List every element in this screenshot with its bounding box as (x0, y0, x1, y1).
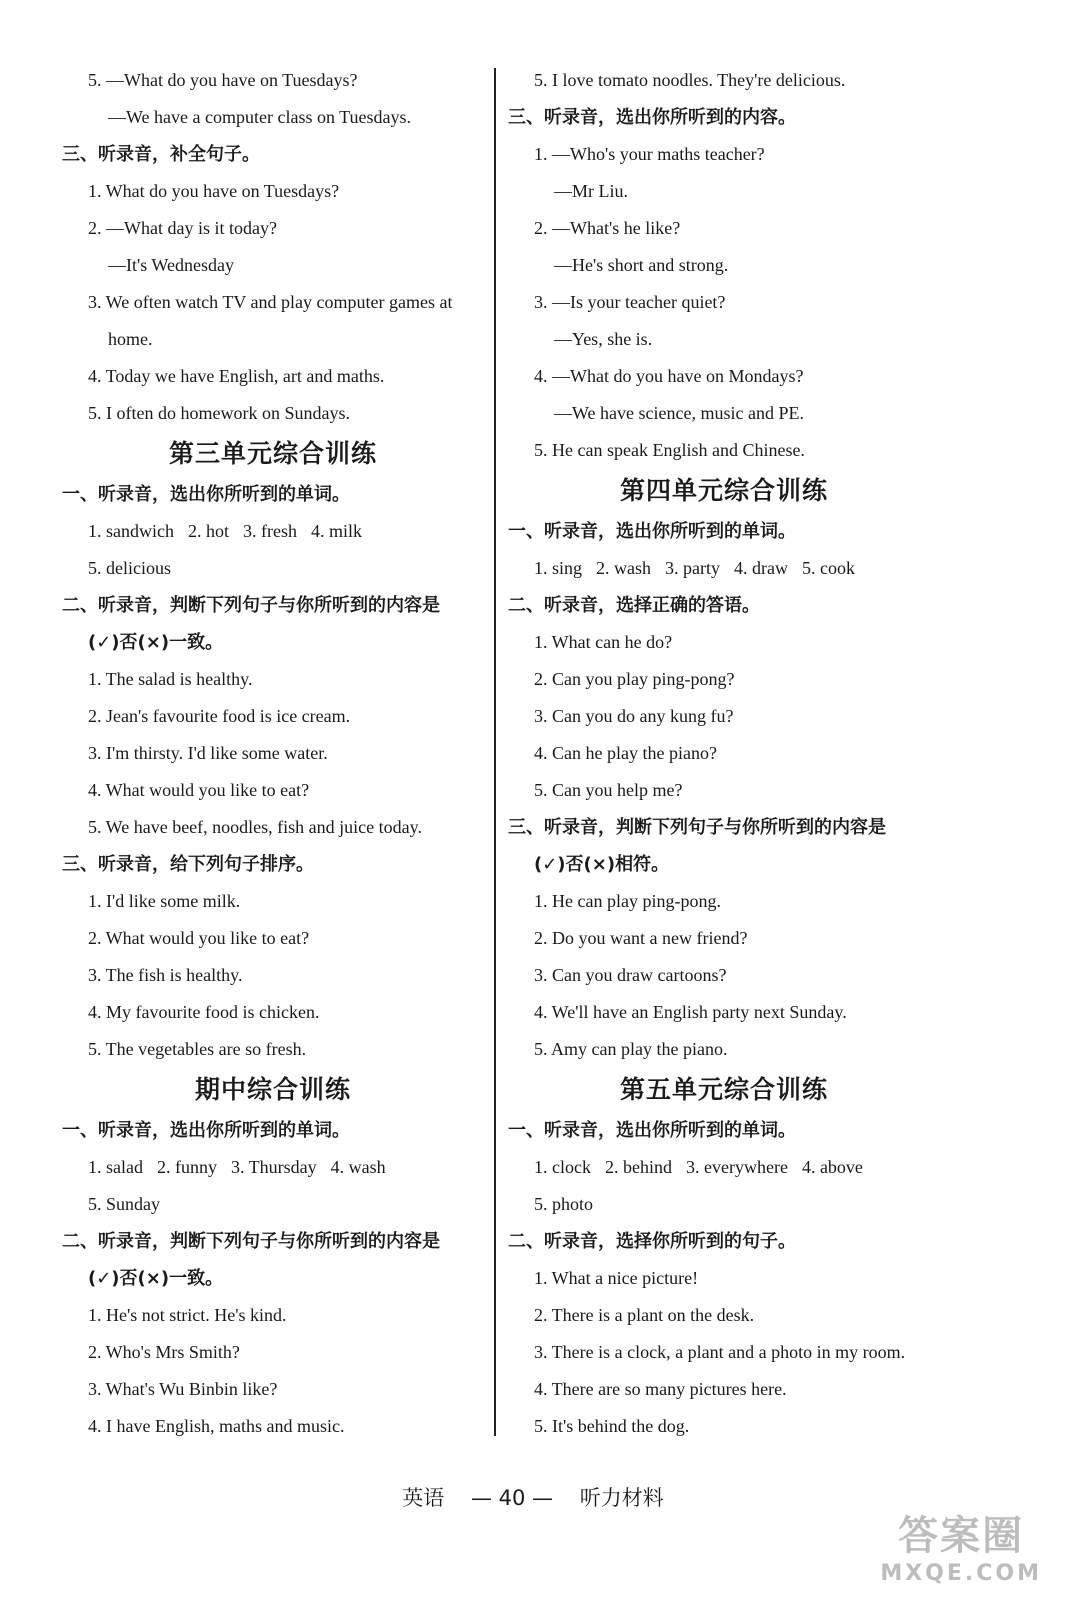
list-item: 4. Today we have English, art and maths. (88, 366, 385, 386)
list-item: 4. What would you like to eat? (88, 780, 310, 800)
list-item: 2. —What's he like? (534, 218, 681, 238)
list-item: 3. We often watch TV and play computer games at (88, 292, 453, 312)
word-item: 4. wash (330, 1157, 386, 1177)
dialogue-line: —We have science, music and PE. (554, 403, 804, 423)
left-column (58, 62, 488, 1445)
question-heading: (✓)否(×)一致。 (88, 632, 224, 653)
list-item: 1. I'd like some milk. (88, 891, 241, 911)
word-list (58, 1149, 488, 1186)
question-heading: (✓)否(×)一致。 (88, 1268, 224, 1289)
list-item: 5. The vegetables are so fresh. (88, 1039, 307, 1059)
question-heading: 二、听录音，判断下列句子与你所听到的内容是 (62, 1231, 440, 1252)
list-item: 3. Can you draw cartoons? (534, 965, 727, 985)
word-item: 4. milk (310, 521, 362, 541)
list-item: 5. Can you help me? (534, 780, 683, 800)
footer-label: 听力材料 (579, 1486, 664, 1510)
list-item: 1. What do you have on Tuesdays? (88, 181, 340, 201)
list-item: 2. Do you want a new friend? (534, 928, 748, 948)
word-item: 3. party (665, 558, 720, 578)
list-item: 3. I'm thirsty. I'd like some water. (88, 743, 328, 763)
dialogue-line: —It's Wednesday (108, 255, 234, 275)
list-item: 2. Can you play ping-pong? (534, 669, 735, 689)
word-item: 4. above (801, 1157, 863, 1177)
word-item: 1. sing (534, 558, 583, 578)
word-item: 2. funny (156, 1157, 217, 1177)
dialogue-line: —Yes, she is. (554, 329, 653, 349)
list-item: 2. Jean's favourite food is ice cream. (88, 706, 351, 726)
list-item: 1. What a nice picture! (534, 1268, 699, 1288)
list-item: 1. He's not strict. He's kind. (88, 1305, 287, 1325)
question-heading: 三、听录音，判断下列句子与你所听到的内容是 (508, 817, 886, 838)
list-item: 2. What would you like to eat? (88, 928, 310, 948)
list-item: 3. —Is your teacher quiet? (534, 292, 726, 312)
list-item: 5. photo (534, 1194, 594, 1214)
dialogue-line: —We have a computer class on Tuesdays. (108, 107, 411, 127)
list-item: 3. Can you do any kung fu? (534, 706, 734, 726)
word-item: 1. salad (88, 1157, 143, 1177)
word-list (504, 550, 944, 587)
dialogue-line: —Mr Liu. (554, 181, 628, 201)
watermark-glyphs: 答案圈 (898, 1513, 1025, 1559)
list-item: 5. Sunday (88, 1194, 160, 1214)
list-item: 5. —What do you have on Tuesdays? (88, 70, 358, 90)
list-item: 1. He can play ping-pong. (534, 891, 721, 911)
list-item: 5. I love tomato noodles. They're delicious. (534, 70, 846, 90)
list-item: 4. We'll have an English party next Sunday. (534, 1002, 847, 1022)
word-list (58, 513, 488, 550)
list-item: 2. —What day is it today? (88, 218, 277, 238)
dialogue-line: —He's short and strong. (554, 255, 729, 275)
question-heading: 二、听录音，选择你所听到的句子。 (508, 1231, 796, 1252)
question-heading: 二、听录音，判断下列句子与你所听到的内容是 (62, 595, 440, 616)
footer-page-number: — 40 — (470, 1486, 554, 1510)
question-heading: 二、听录音，选择正确的答语。 (508, 595, 760, 616)
section-title: 第五单元综合训练 (619, 1075, 828, 1104)
list-item: 4. —What do you have on Mondays? (534, 366, 804, 386)
question-heading: 一、听录音，选出你所听到的单词。 (62, 484, 350, 505)
list-item: 5. It's behind the dog. (534, 1416, 690, 1436)
question-heading: (✓)否(×)相符。 (534, 854, 670, 875)
word-item: 2. hot (187, 521, 229, 541)
word-item: 3. Thursday (230, 1157, 317, 1177)
list-item: 5. Amy can play the piano. (534, 1039, 728, 1059)
question-heading: 三、听录音，给下列句子排序。 (62, 854, 314, 875)
word-item: 3. fresh (243, 521, 297, 541)
footer-subject: 英语 (402, 1486, 445, 1510)
list-item: 3. There is a clock, a plant and a photo in my room. (534, 1342, 906, 1362)
word-item: 2. wash (596, 558, 652, 578)
word-item: 4. draw (734, 558, 788, 578)
list-item: 4. Can he play the piano? (534, 743, 717, 763)
list-item: 4. There are so many pictures here. (534, 1379, 787, 1399)
list-item: 5. I often do homework on Sundays. (88, 403, 350, 423)
list-item: 2. There is a plant on the desk. (534, 1305, 755, 1325)
list-item: 5. We have beef, noodles, fish and juice today. (88, 817, 422, 837)
word-item: 1. clock (534, 1157, 591, 1177)
right-column (504, 62, 944, 1445)
watermark-logo (880, 1504, 1042, 1586)
word-item: 2. behind (604, 1157, 672, 1177)
dialogue-line: home. (108, 329, 153, 349)
question-heading: 一、听录音，选出你所听到的单词。 (508, 521, 796, 542)
section-title: 第四单元综合训练 (619, 476, 828, 505)
list-item: 5. delicious (88, 558, 171, 578)
list-item: 2. Who's Mrs Smith? (88, 1342, 240, 1362)
list-item: 1. —Who's your maths teacher? (534, 144, 765, 164)
list-item: 1. What can he do? (534, 632, 673, 652)
section-title: 第三单元综合训练 (168, 439, 377, 468)
column-divider (494, 68, 496, 1436)
word-item: 3. everywhere (685, 1157, 788, 1177)
list-item: 3. What's Wu Binbin like? (88, 1379, 278, 1399)
word-item: 5. cook (801, 558, 855, 578)
list-item: 4. I have English, maths and music. (88, 1416, 345, 1436)
list-item: 1. The salad is healthy. (88, 669, 253, 689)
list-item: 5. He can speak English and Chinese. (534, 440, 805, 460)
section-title: 期中综合训练 (194, 1075, 351, 1104)
list-item: 4. My favourite food is chicken. (88, 1002, 320, 1022)
word-item: 1. sandwich (88, 521, 174, 541)
list-item: 3. The fish is healthy. (88, 965, 243, 985)
question-heading: 一、听录音，选出你所听到的单词。 (508, 1120, 796, 1141)
watermark-url: MXQE.COM (880, 1561, 1042, 1586)
question-heading: 三、听录音，选出你所听到的内容。 (508, 107, 796, 128)
word-list (504, 1149, 944, 1186)
question-heading: 一、听录音，选出你所听到的单词。 (62, 1120, 350, 1141)
question-heading: 三、听录音，补全句子。 (62, 144, 260, 165)
